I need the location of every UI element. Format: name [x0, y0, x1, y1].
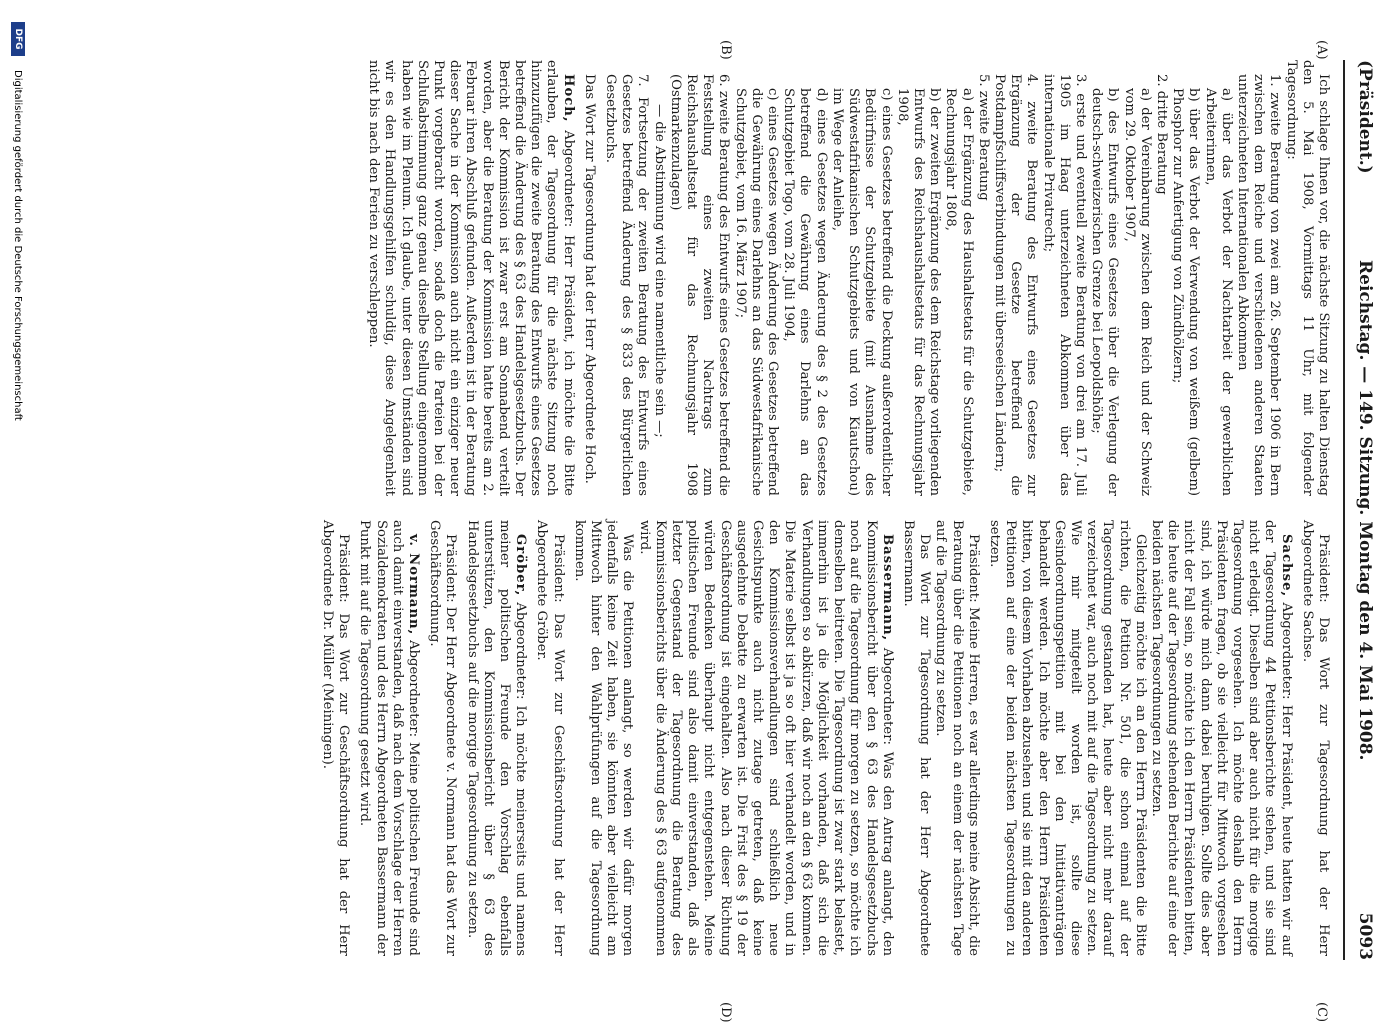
agenda-item-5e: c) eines Gesetzes wegen Änderung des Gesetzes betreffend die Gewährung eines Darlehns an das Südwestafrikanische Schutzgebiet, vom 16. März 1907; — [732, 88, 781, 496]
paragraph: Gleichzeitig möchte ich an den Herrn Präsidenten die Bitte richten, die Petition Nr. 501, die schon einmal auf der Tagesordnung gestanden hat, heute aber nicht mehr darauf verzeichnet war, auch noch mit auf die Tagesordnung zu setzen. Wie mir mitgeteilt worden ist, sollte diese Gesindeordnungspetition mit bei den Initiativanträgen behandelt werden. Ich möchte aber den Herrn Präsidenten bitten, von diesem Vorhaben abzusehen und sie mit den anderen Petitionen auf eine der beiden nächsten Tagesordnungen zu setzen. — [986, 520, 1148, 956]
agenda-item-4: 4. zweite Beratung des Entwurfs eines Gesetzes zur Ergänzung der Gesetze betreffend die Postdampfschiffsverbindungen mit überseeischen Ländern; — [991, 74, 1040, 496]
header-rule — [1343, 60, 1345, 960]
speech-hoch — [365, 60, 576, 496]
agenda-item-6-note: — die Abstimmung wird eine namentliche sein —; — [651, 104, 667, 438]
paragraph: Das Wort zur Tagesordnung hat der Herr Abgeordnete Bassermann. — [900, 520, 933, 956]
agenda-item-3: 3. erste und eventuell zweite Beratung von drei am 17. Juli 1905 im Haag unterzeichneten Abkommen über das internationale Privatrecht; — [1040, 74, 1088, 496]
speech-bassermann — [635, 520, 894, 956]
speech-text: Abgeordneter: Ich möchte meinerseits und namens meiner politischen Freunde den Vorschlag ebenfalls unterstützen, den Kommissionsbericht über § 63 des Handelsgesetzbuchs auf die morgige Tagesordnung zu setzen. — [464, 520, 529, 956]
agenda-item-5b: b) der zweiten Ergänzung des dem Reichstage vorliegenden Entwurfs des Reichshaushaltsetats für das Rechnungsjahr 1908, — [894, 88, 943, 496]
agenda-item-5: 5. zweite Beratung — [975, 74, 991, 201]
speech-groeber — [463, 520, 528, 956]
agenda-item-6: 6. zweite Beratung des Entwurfs eines Gesetzes betreffend die Feststellung eines zweiten Nachtrags zum Reichshaushaltsetat für das Rechnungsjahr 1908 (Ostmarkenzulagen) — [667, 74, 732, 496]
header-title: Reichstag. — 149. Sitzung. Montag den 4. Mai 1908. — [1355, 260, 1375, 761]
agenda-item-5c: c) eines Gesetzes betreffend die Deckung außerordentlicher Bedürfnisse der Schutzgebiete (mit Ausnahme des Südwestafrikanischen Schutzgebiets und von Kiautschou) im Wege der Anleihe, — [829, 88, 894, 496]
agenda-item-2b: b) des Entwurfs eines Gesetzes über die Verlegung der deutsch-schweizerischen Grenze bei Leopoldshöhe; — [1089, 88, 1121, 496]
agenda-item-1a: a) über das Verbot der Nachtarbeit der gewerblichen Arbeiterinnen, — [1202, 88, 1234, 496]
speech-text: Abgeordneter: Herr Präsident, heute hatten wir auf der Tagesordnung 44 Petitionsberichte stehen, und sie sind nicht erledigt. Dieselben sind aber auch nicht für die morgige Tagesordnung vorgesehen. Ich möchte deshalb den Herrn Präsidenten fragen, ob sie vielleicht für Mittwoch vorgesehen sind, ich würde mich dann dabei beruhigen. Sollte dies aber nicht der Fall sein, so möchte ich den Herrn Präsidenten bitten, die heute auf der Tagesordnung stehenden Berichte auf eine der beiden nächsten Tagesordnungen zu setzen. — [1148, 520, 1294, 956]
agenda-item-2: 2. dritte Beratung — [1153, 74, 1169, 195]
header-president: (Präsident.) — [1355, 60, 1375, 174]
agenda-item-7: 7. Fortsetzung der zweiten Beratung des Entwurfs eines Gesetzes betreffend Änderung des § 833 des Bürgerlichen Gesetzbuchs. — [603, 74, 651, 496]
speech-sachse — [1148, 520, 1294, 956]
speaker-name: v. Normann, — [406, 534, 422, 636]
speaker-name: Hoch, — [560, 74, 576, 123]
margin-mark-c: (C) — [1314, 1002, 1329, 1023]
speech-text: Abgeordneter: Meine politischen Freunde sind auch damit einverstanden, daß nach dem Vorschlage der Herren Sozialdemokraten und des Herrn Abgeordneten Bassermann der Punkt mit auf die Tagesordnung gesetzt wird. — [357, 520, 422, 956]
margin-mark-b: (B) — [718, 40, 733, 60]
page-header — [1345, 60, 1375, 960]
page-number: 5093 — [1355, 912, 1375, 960]
speaker-name: Bassermann, — [879, 534, 895, 642]
paragraph: Präsident: Der Herr Abgeordnete v. Normann hat das Wort zur Geschäftsordnung. — [427, 520, 459, 956]
margin-mark-d: (D) — [718, 1002, 733, 1023]
paragraph: Präsident: Das Wort zur Tagesordnung hat der Herr Abgeordnete Sachse. — [1299, 520, 1331, 956]
agenda-item-1b: b) über das Verbot der Verwendung von weißem (gelbem) Phosphor zur Anfertigung von Zündhölzern; — [1170, 88, 1202, 496]
right-column — [319, 520, 1331, 956]
speech-normann — [356, 520, 421, 956]
paragraph: Das Wort zur Tagesordnung hat der Herr Abgeordnete Hoch. — [581, 74, 597, 484]
paragraph: Präsident: Das Wort zur Geschäftsordnung hat der Herr Abgeordnete Gröber. — [534, 520, 566, 956]
agenda-item-5d: d) eines Gesetzes wegen Änderung des § 2 des Gesetzes betreffend die Gewährung eines Darlehns an das Schutzgebiet Togo, vom 28. Juli 1904, — [781, 88, 829, 496]
agenda-item-5a: a) der Ergänzung des Haushaltsetats für die Schutzgebiete, Rechnungsjahr 1808, — [943, 88, 975, 496]
left-column — [365, 60, 1331, 496]
speech-text: Abgeordneter: Herr Präsident, ich möchte die Bitte erlauben, der Tagesordnung für die nächste Sitzung noch hinzuzufügen die zweite Beratung des Entwurfs eines Gesetzes betreffend die Änderung des § 63 des Handelsgesetzbuchs. Der Bericht der Kommission ist zwar erst am Sonnabend verteilt worden, aber die Beratung der Kommission hatte bereits am 2. Februar ihren Abschluß gefunden. Außerdem ist in der Beratung dieser Sache in der Kommission auch nicht ein einziger neuer Punkt vorgebracht worden, sodaß doch die Parteien bei der Schlußabstimmung ganz genau dieselbe Stellung eingenommen haben wie im Plenum. Ich glaube, unter diesen Umständen sind wir es den Handlungsgehilfen schuldig, diese Angelegenheit nicht bis nach den Ferien zu verschleppen. — [366, 60, 576, 496]
speaker-name: Sachse, — [1278, 534, 1294, 598]
agenda-item-1: 1. zweite Beratung von zwei am 26. September 1906 in Bern zwischen dem Reiche und verschiedenen anderen Staaten unterzeichneten Internationalen Abkommen — [1234, 74, 1283, 496]
paragraph: Was die Petitionen anlangt, so werden wir dafür morgen jedenfalls keine Zeit haben, sie könnten aber vielleicht am Mittwoch hinter den Wahlprüfungen auf die Tagesordnung kommen. — [571, 520, 636, 956]
margin-mark-a: (A) — [1314, 40, 1329, 60]
speaker-name: Gröber, — [513, 534, 529, 597]
paragraph: Präsident: Meine Herren, es war allerdings meine Absicht, die Beratung über die Petitionen noch an einem der nächsten Tage auf die Tagesordnung zu setzen. — [933, 520, 981, 956]
funding-credit: Digitalisierung gefördert durch die Deutsche Forschungsgemeinschaft — [12, 70, 23, 421]
agenda-item-2a: a) der Vereinbarung zwischen dem Reich und der Schweiz vom 29. Oktober 1907, — [1121, 88, 1153, 496]
dfg-logo: DFG — [11, 22, 25, 56]
agenda-intro: Ich schlage Ihnen vor, die nächste Sitzung zu halten Dienstag den 5. Mai 1908, Vormittags 11 Uhr, mit folgender Tagesordnung: — [1283, 60, 1331, 496]
speech-text: Abgeordneter: Was den Antrag anlangt, den Kommissionsbericht über den § 63 des Handelsgesetzbuchs noch auf die Tagesordnung für morgen zu setzen, so möchte ich demselben beitreten. Die Tagesordnung ist zwar stark belastet, immerhin ist ja die Möglichkeit vorhanden, daß sich die Verhandlungen so abkürzen, daß wir noch an den § 63 kommen. Die Materie selbst ist ja so oft hier verhandelt worden, und in den Kommissionsverhandlungen sind schließlich neue Gesichtspunkte auch nicht zutage getreten, daß keine ausgedehnte Debatte zu erwarten ist. Die Frist des § 19 der Geschäftsordnung ist eingehalten. Also nach dieser Richtung würden Bedenken überhaupt nicht entgegenstehen. Meine politischen Freunde sind also damit einverstanden, daß als letzter Gegenstand der Tagesordnung die Beratung des Kommissionsberichts über die Änderung des § 63 aufgenommen wird. — [636, 520, 895, 956]
paragraph: Präsident: Das Wort zur Geschäftsordnung hat der Herr Abgeordnete Dr. Müller (Meiningen). — [320, 520, 352, 956]
